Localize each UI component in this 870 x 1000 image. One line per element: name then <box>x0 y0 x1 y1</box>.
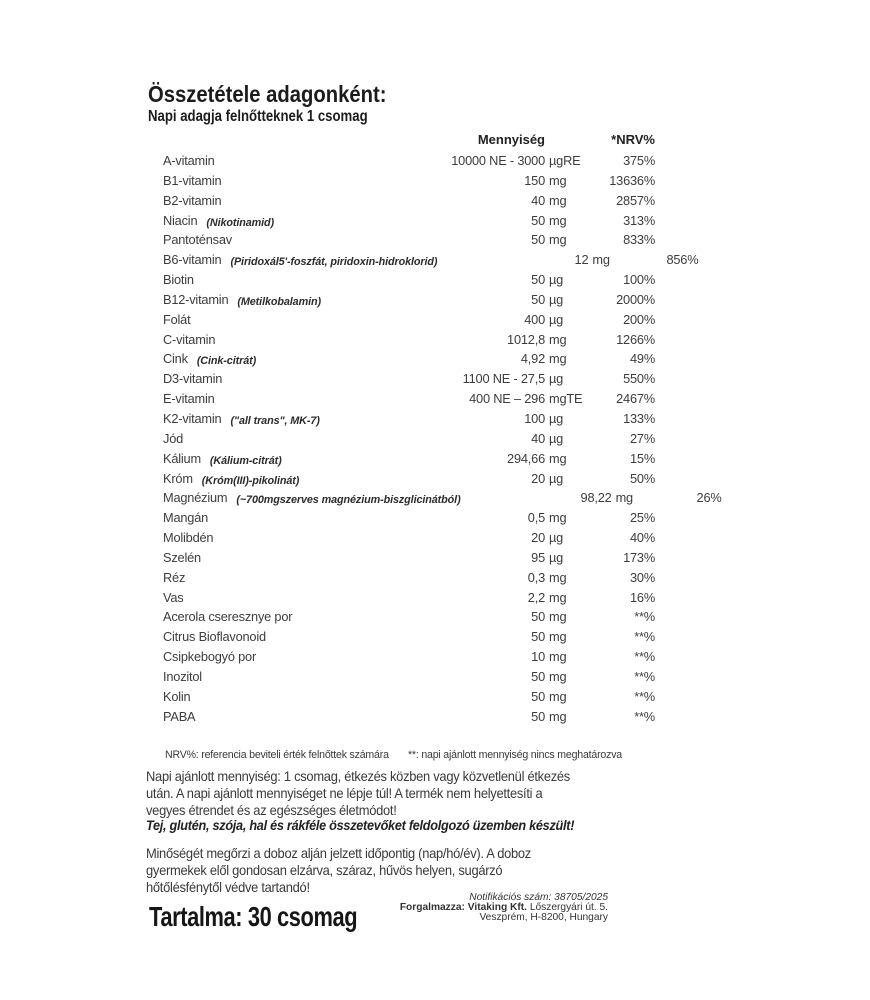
ingredient-amount <box>394 549 564 565</box>
ingredient-name: Citrus Bioflavonoid <box>163 629 266 645</box>
ingredient-amount-value: 50 <box>531 668 545 684</box>
ingredient-amount-value: 1012,8 <box>507 331 545 347</box>
ingredient-amount-unit: µg <box>549 272 564 288</box>
ingredient-amount <box>394 530 564 546</box>
ingredient-amount-unit: mg <box>549 688 567 704</box>
ingredient-amount-unit: mg <box>549 569 567 585</box>
ingredient-amount-unit: mg <box>549 351 567 367</box>
ingredient-name: Réz <box>163 569 186 585</box>
ingredient-name: E-vitamin <box>163 391 215 407</box>
ingredient-nrv: **% <box>634 609 655 625</box>
ingredient-amount <box>394 351 567 367</box>
ingredient-name: B1-vitamin <box>163 172 222 188</box>
ingredient-label <box>150 709 394 724</box>
ingredient-amount <box>394 430 564 446</box>
ingredient-amount <box>394 291 564 307</box>
ingredient-amount-unit: mg <box>549 708 567 724</box>
ingredient-name: B12-vitamin <box>163 291 229 307</box>
ingredient-label <box>150 153 394 168</box>
table-row <box>150 173 655 193</box>
table-row <box>150 292 655 312</box>
text-line: gyermekek elől gondosan elzárva, száraz, hűvös helyen, sugárzó <box>146 863 503 878</box>
table-row <box>150 312 655 332</box>
ingredient-nrv: 2467% <box>616 391 655 407</box>
ingredient-label <box>150 213 394 228</box>
ingredient-name: Mangán <box>163 510 209 526</box>
ingredient-amount <box>394 153 581 168</box>
ingredient-amount-unit: µg <box>549 549 564 565</box>
ingredient-amount-unit: µg <box>549 311 564 327</box>
ingredient-amount-value: 50 <box>531 708 545 724</box>
table-row <box>150 431 655 451</box>
ingredient-label <box>150 232 394 247</box>
ingredient-name: Folát <box>163 311 191 327</box>
ingredient-amount <box>394 192 567 208</box>
text-line: Napi ajánlott mennyiség: 1 csomag, étkezés közben vagy közvetlenül étkezés <box>146 769 570 784</box>
ingredient-form: (~700mgszerves magnézium-biszglicinátból) <box>236 494 461 507</box>
table-row <box>150 153 655 173</box>
ingredient-amount-unit: mg <box>549 450 567 466</box>
ingredient-label <box>150 471 394 486</box>
ingredient-label <box>150 451 394 466</box>
table-row <box>150 490 722 510</box>
column-header-amount: Mennyiség <box>477 132 545 147</box>
ingredient-name: Csipkebogyó por <box>163 649 257 665</box>
ingredient-nrv: 2000% <box>616 291 655 307</box>
ingredient-amount <box>394 609 567 625</box>
ingredient-amount <box>394 331 567 347</box>
ingredient-amount <box>394 172 567 188</box>
table-row <box>150 471 655 491</box>
ingredient-amount-unit: mg <box>549 331 567 347</box>
table-row <box>150 332 655 352</box>
ingredient-amount-value: 4,92 <box>520 351 545 367</box>
ingredient-name: Kolin <box>163 688 191 704</box>
ingredient-label <box>150 391 394 406</box>
ingredient-amount <box>394 589 567 605</box>
ingredient-amount-value: 10000 NE - 3000 <box>451 153 545 168</box>
ingredient-amount-value: 50 <box>531 609 545 625</box>
ingredient-nrv: 100% <box>623 272 655 288</box>
ingredient-label <box>150 312 394 327</box>
ingredient-nrv: 13636% <box>609 172 655 188</box>
ingredient-amount <box>394 391 583 407</box>
table-row <box>150 193 655 213</box>
ingredient-label <box>150 193 394 208</box>
ingredient-amount-value: 95 <box>531 549 545 565</box>
ingredient-label <box>150 351 394 366</box>
ingredient-amount-value: 400 NE – 296 <box>469 391 545 407</box>
ingredient-amount <box>394 450 567 466</box>
ingredient-label <box>150 689 394 704</box>
ingredient-name: B6-vitamin <box>163 252 222 268</box>
table-row <box>150 411 655 431</box>
ingredient-amount-value: 0,3 <box>527 569 545 585</box>
ingredient-amount-unit: mg <box>549 510 567 526</box>
table-row <box>150 272 655 292</box>
ingredient-form: (Nikotinamid) <box>206 216 275 229</box>
ingredient-amount <box>394 649 567 665</box>
ingredient-form: (Piridoxál5'-foszfát, piridoxin-hidroklorid) <box>230 256 438 269</box>
ingredient-label <box>150 490 461 505</box>
ingredient-nrv: 26% <box>696 490 722 506</box>
table-rows <box>150 153 722 728</box>
text-line: vegyes étrendet és az egészséges életmódot! <box>146 803 397 818</box>
footnote-asterisk: **: napi ajánlott mennyiség nincs meghatározva <box>408 749 622 761</box>
ingredient-amount <box>394 272 564 288</box>
table-row <box>150 371 655 391</box>
ingredient-nrv: **% <box>634 629 655 645</box>
ingredient-amount-unit: mg <box>592 252 610 268</box>
ingredient-amount <box>394 410 564 426</box>
ingredient-amount-value: 50 <box>531 291 545 307</box>
ingredient-label <box>150 272 394 287</box>
ingredient-amount <box>461 490 633 506</box>
ingredient-amount-value: 12 <box>574 252 589 268</box>
ingredient-amount-value: 50 <box>531 629 545 645</box>
page-subtitle: Napi adagja felnőtteknek 1 csomag <box>148 108 368 125</box>
ingredient-nrv: 27% <box>629 430 655 446</box>
ingredient-amount-unit: mg <box>549 649 567 665</box>
ingredient-amount-unit: µg <box>549 430 564 446</box>
table-row <box>150 213 655 233</box>
table-row <box>150 351 655 371</box>
table-row <box>150 609 655 629</box>
ingredient-nrv: 50% <box>629 470 655 486</box>
distributor-street: Lőszergyári út. 5. <box>527 902 608 914</box>
ingredient-amount-unit: µg <box>549 410 564 426</box>
ingredient-label <box>150 252 437 267</box>
ingredient-amount-value: 400 <box>524 311 545 327</box>
ingredient-nrv: 133% <box>623 410 655 426</box>
ingredient-amount-unit: mgTE <box>549 391 583 407</box>
ingredient-amount-unit: mg <box>549 589 567 605</box>
ingredient-nrv: 856% <box>666 252 699 268</box>
ingredient-label <box>150 510 394 525</box>
ingredient-name: C-vitamin <box>163 331 216 347</box>
text-line: hőtőlésfénytől védve tartandó! <box>146 880 310 895</box>
ingredient-amount-value: 40 <box>531 192 545 208</box>
table-row <box>150 629 655 649</box>
distributor-block <box>378 893 608 924</box>
ingredient-form: ("all trans", MK-7) <box>230 414 320 427</box>
ingredient-name: Niacin <box>163 212 198 228</box>
ingredient-amount <box>394 569 567 585</box>
footnote-nrv: NRV%: referencia beviteli érték felnőttek számára <box>165 749 389 761</box>
ingredient-amount-value: 1100 NE - 27,5 <box>462 371 545 387</box>
ingredient-nrv: 173% <box>623 549 655 565</box>
table-row <box>150 232 655 252</box>
usage-paragraph <box>146 768 678 819</box>
ingredient-amount-value: 98,22 <box>580 490 612 506</box>
ingredient-name: Szelén <box>163 549 201 565</box>
column-header-nrv: *NRV% <box>611 132 655 147</box>
ingredient-nrv: **% <box>634 668 655 684</box>
ingredient-amount-value: 150 <box>524 172 545 188</box>
ingredient-amount-value: 0,5 <box>527 510 545 526</box>
ingredient-amount <box>394 708 567 724</box>
ingredient-amount-unit: mg <box>549 668 567 684</box>
ingredient-name: Magnézium <box>163 490 228 506</box>
ingredient-name: Jód <box>163 430 184 446</box>
ingredient-amount <box>394 212 567 228</box>
ingredient-amount-value: 50 <box>531 688 545 704</box>
ingredient-name: Cink <box>163 351 188 367</box>
ingredient-amount-unit: µg <box>549 291 564 307</box>
ingredient-name: A-vitamin <box>163 153 215 168</box>
table-row <box>150 590 655 610</box>
ingredient-amount-value: 2,2 <box>527 589 545 605</box>
ingredient-name: K2-vitamin <box>163 410 222 426</box>
ingredient-nrv: 1266% <box>616 331 655 347</box>
ingredient-nrv: 200% <box>623 311 655 327</box>
distributor-city: Veszprém, H-8200, Hungary <box>479 912 608 924</box>
ingredient-nrv: 313% <box>623 212 655 228</box>
table-header-row <box>150 132 655 153</box>
ingredient-amount-unit: mg <box>549 232 567 248</box>
ingredient-amount-value: 100 <box>524 410 545 426</box>
ingredient-amount-unit: µg <box>549 470 564 486</box>
ingredient-name: Kálium <box>163 450 201 466</box>
ingredient-name: Vas <box>163 589 184 605</box>
ingredient-form: (Metilkobalamin) <box>237 295 321 308</box>
ingredient-nrv: 550% <box>623 371 655 387</box>
ingredient-amount-unit: mg <box>549 192 567 208</box>
ingredient-label <box>150 629 394 644</box>
ingredient-label <box>150 669 394 684</box>
footnotes <box>150 749 655 763</box>
ingredient-amount-unit: µg <box>549 530 564 546</box>
ingredient-amount-value: 40 <box>531 430 545 446</box>
ingredient-amount-value: 50 <box>531 232 545 248</box>
ingredient-name: D3-vitamin <box>163 371 223 387</box>
ingredient-label <box>150 530 394 545</box>
ingredient-amount-value: 20 <box>531 530 545 546</box>
ingredient-label <box>150 649 394 664</box>
ingredient-name: Pantoténsav <box>163 232 232 248</box>
ingredient-amount <box>394 232 567 248</box>
ingredient-amount <box>394 470 564 486</box>
ingredient-label <box>150 609 394 624</box>
table-row <box>150 510 655 530</box>
ingredient-nrv: 49% <box>629 351 655 367</box>
ingredient-label <box>150 550 394 565</box>
ingredient-amount-unit: mg <box>549 172 567 188</box>
ingredient-amount <box>394 629 567 645</box>
ingredient-amount <box>437 252 610 268</box>
table-row <box>150 709 655 729</box>
ingredient-amount-value: 10 <box>531 649 545 665</box>
ingredient-amount <box>394 668 567 684</box>
ingredient-amount-unit: mg <box>549 609 567 625</box>
ingredient-form: (Króm(III)-pikolinát) <box>201 474 300 487</box>
table-row <box>150 391 655 411</box>
ingredient-name: Biotin <box>163 272 194 288</box>
content-quantity: Tartalma: 30 csomag <box>149 901 358 932</box>
ingredient-name: PABA <box>163 708 196 724</box>
ingredient-amount-unit: mg <box>549 212 567 228</box>
text-line: Minőségét megőrzi a doboz alján jelzett időpontig (nap/hó/év). A doboz <box>146 846 531 861</box>
ingredient-amount <box>394 311 564 327</box>
ingredient-label <box>150 173 394 188</box>
table-row <box>150 252 699 272</box>
ingredient-amount-value: 294,66 <box>507 450 545 466</box>
ingredient-amount <box>394 688 567 704</box>
ingredient-form: (Kálium-citrát) <box>209 454 282 467</box>
ingredient-amount <box>394 510 567 526</box>
ingredient-nrv: **% <box>634 688 655 704</box>
table-row <box>150 530 655 550</box>
ingredient-label <box>150 570 394 585</box>
ingredient-form: (Cink-citrát) <box>196 355 257 368</box>
table-row <box>150 669 655 689</box>
ingredient-amount-value: 50 <box>531 212 545 228</box>
ingredient-nrv: 40% <box>629 530 655 546</box>
table-row <box>150 570 655 590</box>
ingredient-name: Acerola cseresznye por <box>163 609 293 625</box>
page-title: Összetétele adagonként: <box>148 81 387 107</box>
ingredient-label <box>150 332 394 347</box>
text-line: után. A napi ajánlott mennyiséget ne lépje túl! A termék nem helyettesíti a <box>146 786 543 801</box>
ingredient-amount-unit: mg <box>615 490 633 506</box>
ingredient-label <box>150 411 394 426</box>
ingredient-label <box>150 292 394 307</box>
ingredient-nrv: **% <box>634 708 655 724</box>
table-row <box>150 451 655 471</box>
ingredient-name: Molibdén <box>163 530 214 546</box>
ingredient-name: Króm <box>163 470 193 486</box>
table-row <box>150 550 655 570</box>
ingredient-amount-value: 50 <box>531 272 545 288</box>
notification-number: Notifikációs szám: 38705/2025 <box>469 892 608 903</box>
ingredient-nrv: **% <box>634 649 655 665</box>
ingredient-name: Inozitol <box>163 668 202 684</box>
ingredient-nrv: 2857% <box>616 192 655 208</box>
ingredient-amount-unit: mg <box>549 629 567 645</box>
ingredient-nrv: 375% <box>623 153 655 168</box>
ingredient-nrv: 25% <box>629 510 655 526</box>
ingredient-label <box>150 431 394 446</box>
ingredient-nrv: 16% <box>629 589 655 605</box>
ingredient-nrv: 15% <box>629 450 655 466</box>
allergen-notice: Tej, glutén, szója, hal és rákféle összetevőket feldolgozó üzemben készült! <box>146 818 575 833</box>
ingredient-label <box>150 371 394 386</box>
table-row <box>150 649 655 669</box>
ingredients-table <box>150 132 722 728</box>
ingredient-amount-unit: µg <box>549 371 564 387</box>
ingredient-amount-value: 20 <box>531 470 545 486</box>
table-row <box>150 689 655 709</box>
ingredient-label <box>150 590 394 605</box>
ingredient-name: B2-vitamin <box>163 192 222 208</box>
ingredient-amount <box>394 371 564 387</box>
distributor-name: Forgalmazza: Vitaking Kft. <box>399 902 528 914</box>
ingredient-nrv: 30% <box>629 569 655 585</box>
ingredient-amount-unit: µgRE <box>549 153 581 168</box>
ingredient-nrv: 833% <box>623 232 655 248</box>
storage-paragraph <box>146 845 678 896</box>
